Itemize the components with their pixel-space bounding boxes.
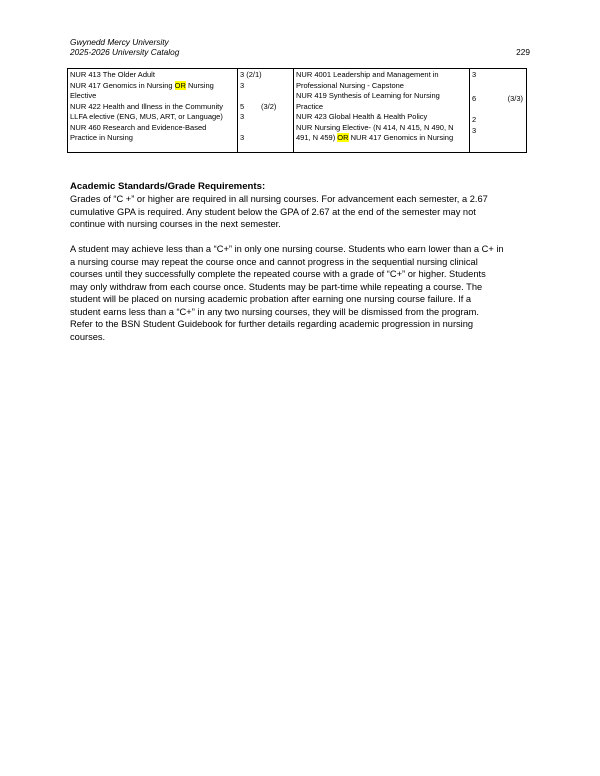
course-line: Practice	[296, 101, 324, 111]
course-table	[67, 68, 527, 153]
table-row	[68, 69, 527, 153]
course-line: Practice in Nursing	[70, 133, 133, 142]
text-line: A student may achieve less than a “C+” in only one nursing course. Students who earn lower than a C+ in	[70, 244, 504, 254]
course-line: NUR 413 The Older Adult	[70, 70, 155, 79]
text-line: a nursing course may repeat the course once and cannot progress in the sequential nursing clinical	[70, 256, 478, 267]
paragraph-repeat-policy	[70, 243, 530, 343]
or-highlight: OR	[337, 133, 349, 142]
text-line: Grades of “C +” or higher are required in all nursing courses. For advancement each semester, a 2.67	[70, 194, 488, 204]
right-courses-cell	[294, 69, 470, 153]
credit-value: 3	[240, 133, 245, 142]
catalog-title: 2025-2026 University Catalog	[70, 47, 180, 57]
credit-value: 3	[472, 70, 477, 79]
course-line: NUR Nursing Elective- (N 414, N 415, N 490, N	[296, 122, 454, 132]
credit-value: 3	[240, 80, 245, 90]
course-line: Professional Nursing - Capstone	[296, 80, 404, 90]
credit-value: 3	[240, 112, 245, 121]
credit-value: 3	[472, 125, 477, 135]
text-line: courses until they successfully complete the repeated course with a grade of “C+” or higher. Students	[70, 269, 486, 279]
course-line: NUR 422 Health and Illness in the Community	[70, 101, 223, 111]
text-line: courses.	[70, 331, 106, 342]
credit-value: 6 (3/3)	[472, 94, 523, 103]
course-line: Elective	[70, 91, 97, 100]
course-line: NUR 423 Global Health & Health Policy	[296, 112, 428, 121]
credit-value: 2	[472, 115, 477, 124]
text-line: Refer to the BSN Student Guidebook for further details regarding academic progression in nursing	[70, 319, 474, 329]
text-line: student earns less than a “C+” in any two nursing courses, they will be dismissed from the program.	[70, 306, 479, 317]
paragraph-gpa	[70, 193, 530, 231]
university-name: Gwynedd Mercy University	[70, 37, 169, 47]
text-line: cumulative GPA is required. Any student below the GPA of 2.67 at the end of the semester may not	[70, 206, 476, 217]
course-line: LLFA elective (ENG, MUS, ART, or Language)	[70, 112, 223, 121]
right-credits-cell	[470, 69, 527, 153]
or-highlight: OR	[174, 80, 186, 90]
course-line: NUR 419 Synthesis of Learning for Nursing	[296, 91, 440, 100]
left-courses-cell	[68, 69, 238, 153]
credit-note: (3/2)	[261, 101, 277, 111]
course-line: NUR 417 Genomics in Nursing OR Nursing	[70, 80, 214, 90]
text-line: may only withdraw from each course once. Students may be part-time while repeating a course. The	[70, 281, 483, 292]
course-line: NUR 460 Research and Evidence-Based	[70, 122, 207, 132]
credit-value: 3 (2/1)	[240, 70, 262, 79]
section-title: Academic Standards/Grade Requirements:	[70, 181, 266, 192]
credit-value: 5 (3/2)	[240, 101, 277, 111]
text-line: student will be placed on nursing academic probation after earning one nursing course failure. If a	[70, 294, 472, 304]
left-credits-cell	[238, 69, 294, 153]
course-line: 491, N 459) OR NUR 417 Genomics in Nursing	[296, 133, 454, 142]
credit-note: (3/3)	[507, 94, 523, 103]
course-line: NUR 4001 Leadership and Management in	[296, 70, 439, 79]
page-header	[70, 37, 530, 57]
page-number: 229	[516, 47, 530, 57]
text-line: continue with nursing courses in the next semester.	[70, 219, 281, 229]
